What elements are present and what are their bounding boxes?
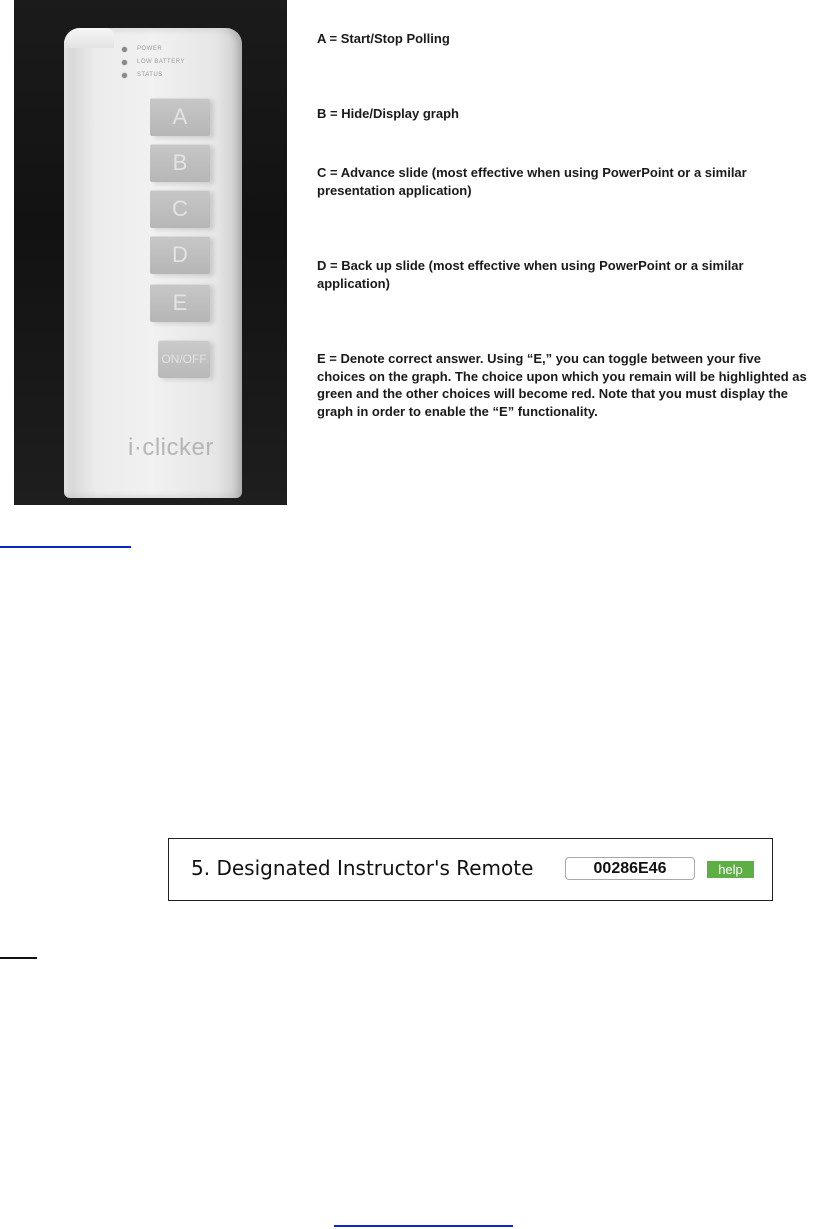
legend-item-c: C = Advance slide (most effective when using PowerPoint or a similar presentation application) (317, 165, 747, 198)
remote-button-on-off: ON/OFF (158, 340, 210, 378)
led-label: LOW BATTERY (137, 59, 185, 65)
underline-fragment (0, 957, 37, 959)
legend-item-d: D = Back up slide (most effective when using PowerPoint or a similar application) (317, 258, 744, 291)
hyperlink-underline[interactable] (334, 1225, 513, 1227)
help-button[interactable]: help (707, 861, 754, 878)
hyperlink-underline[interactable] (0, 546, 131, 548)
legend-item-e: E = Denote correct answer. Using “E,” you can toggle between your five choices on the graph. The choice upon which you remain will be highlighted as green and the other choices will become red. Note that you must display the graph in order to enable the “E” functionality. (317, 351, 807, 419)
led-label: STATUS (137, 72, 163, 78)
iclicker-remote-photo (14, 0, 287, 505)
remote-button-e: E (150, 284, 210, 322)
led-power (122, 46, 162, 52)
led-icon (122, 47, 127, 52)
led-icon (122, 60, 127, 65)
remote-button-d: D (150, 236, 210, 274)
led-label: POWER (137, 46, 163, 52)
led-status (122, 72, 163, 78)
remote-button-c: C (150, 190, 210, 228)
led-icon (122, 73, 127, 78)
legend-item-b: B = Hide/Display graph (317, 106, 459, 121)
iclicker-logo: i·clicker (128, 434, 214, 461)
designated-remote-label: 5. Designated Instructor's Remote (191, 856, 534, 880)
iclicker-remote (64, 28, 242, 498)
remote-id-input[interactable] (565, 857, 695, 880)
legend-item-a: A = Start/Stop Polling (317, 31, 450, 46)
remote-button-b: B (150, 144, 210, 182)
remote-button-a: A (150, 98, 210, 136)
remote-top-cap (64, 28, 114, 48)
led-low-battery (122, 59, 185, 65)
designated-remote-panel (168, 838, 773, 901)
